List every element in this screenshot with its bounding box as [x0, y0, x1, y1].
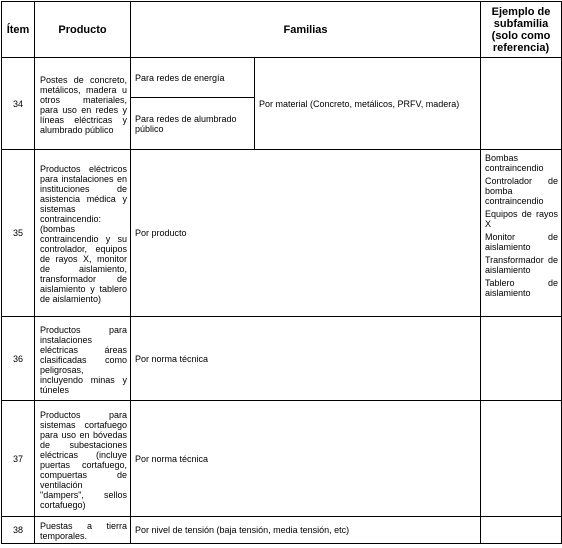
table-row — [2, 58, 562, 98]
producto-cell — [35, 317, 131, 401]
item-number: 38 — [2, 517, 35, 544]
item-number: 36 — [2, 317, 35, 401]
producto-text: Puestas a tierra temporales. — [40, 521, 127, 541]
table-row — [2, 517, 562, 544]
table-row — [2, 317, 562, 401]
familia-cell: Por norma técnica — [131, 317, 481, 401]
header-producto: Producto — [35, 2, 131, 58]
subfamilia-item: Controlador de bomba contraincendio — [485, 176, 558, 206]
familia-cell: Por nivel de tensión (baja tensión, media tensión, etc) — [131, 517, 481, 544]
item-number: 35 — [2, 150, 35, 317]
subfamilia-cell — [481, 150, 562, 317]
familia-cell: Para redes de alumbrado público — [131, 98, 255, 150]
subfamilia-item: Bombas contraincendio — [485, 153, 544, 173]
header-item: Ítem — [2, 2, 35, 58]
products-table — [1, 1, 562, 544]
table-row — [2, 150, 562, 317]
subfamilia-item: Transformador de aislamiento — [485, 255, 558, 275]
producto-cell — [35, 401, 131, 517]
subfamilia-cell — [481, 317, 562, 401]
producto-text: Productos eléctricos para instalaciones en instituciones de asistencia médica y sistemas contraincendio: (bombas contraincendio y su controlador, equipos de rayos X, monitor de aislamiento, transformador de aislamiento y tablero de aislamiento) — [40, 164, 127, 304]
familia-cell: Para redes de energía — [131, 58, 255, 98]
header-familias: Familias — [131, 2, 481, 58]
table-row — [2, 401, 562, 517]
item-number: 37 — [2, 401, 35, 517]
familia-cell: Por norma técnica — [131, 401, 481, 517]
familia-cell: Por material (Concreto, metálicos, PRFV, madera) — [255, 58, 481, 150]
header-subfamilia: Ejemplo de subfamilia (solo como referencia) — [481, 2, 562, 58]
subfamilia-item: Equipos de rayos X — [485, 209, 558, 229]
header-row — [2, 2, 562, 58]
producto-cell — [35, 517, 131, 544]
producto-text: Productos para instalaciones eléctricas áreas clasificadas como peligrosas, incluyendo minas y túneles — [40, 324, 127, 395]
subfamilia-cell — [481, 401, 562, 517]
subfamilia-cell — [481, 517, 562, 544]
familia-cell: Por producto — [131, 150, 481, 317]
producto-text: Productos para sistemas cortafuego para uso en bóvedas de subestaciones eléctricas (incluye puertas cortafuego, compuertas de ventilación "dampers", sellos cortafuego) — [40, 409, 127, 510]
item-number: 34 — [2, 58, 35, 150]
producto-text: Postes de concreto, metálicos, madera u otros materiales, para uso en redes y líneas eléctricas y alumbrado público — [40, 74, 127, 135]
producto-cell — [35, 150, 131, 317]
subfamilia-item: Tablero de aislamiento — [485, 278, 558, 298]
producto-cell — [35, 58, 131, 150]
subfamilia-cell — [481, 58, 562, 150]
subfamilia-item: Monitor de aislamiento — [485, 232, 558, 252]
